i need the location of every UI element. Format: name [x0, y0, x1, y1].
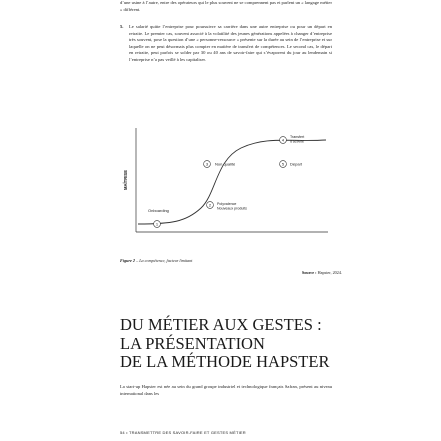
competence-diagram — [116, 120, 336, 240]
list-item-number: 5. — [120, 24, 124, 29]
heading-line-1: DU MÉTIER AUX GESTES : — [120, 315, 322, 334]
caption-label: Figure 2 — [120, 258, 136, 263]
heading-line-3: DE LA MÉTHODE HAPSTER — [120, 352, 330, 371]
stage-4-label-line2: d’activité — [290, 139, 304, 144]
section-heading — [120, 316, 360, 372]
source-label: Source : — [301, 270, 317, 275]
stage-1-label: Onboarding — [148, 208, 169, 213]
stage-5-number: 5 — [281, 161, 285, 167]
stage-2-label-line2: Nouveaux produits — [217, 206, 247, 211]
list-item-5 — [120, 24, 332, 64]
stage-1-number: 1 — [155, 221, 159, 227]
list-item-text: Le salarié quitte l’entreprise pour poursuivre sa carrière dans une autre entreprise ou pour un départ en retraite. Le premier cas, souvent associé à la volatilité des jeunes générations appelées à changer d’entreprise très souvent, pose la question d’une « personne-ressource » présente sur la durée au sein de l’entreprise et sur laquelle on ne peut désormais plus compter en matière de transfert de compétences. Le second cas, le départ en retraite, peut parfois se solder par 30 ou 40 ans de savoir-faire qui s’évaporent du jour au lendemain si l’entreprise n’a pas veillé à les capitaliser. — [129, 24, 332, 62]
stage-4-number: 4 — [281, 137, 285, 143]
caption-text: – La compétence, facteur limitant — [135, 258, 193, 263]
stage-4-label-line1: Transfert — [290, 135, 305, 139]
stage-2-number: 2 — [208, 202, 212, 208]
stage-5-label: Départ — [290, 161, 303, 167]
figure-caption — [120, 258, 192, 263]
y-axis-label: MAÎTRISE — [123, 169, 128, 191]
page-footer: 54 • TRANSMETTRE DES SAVOIR-FAIRE ET GESTES MÉTIER — [120, 430, 246, 435]
source-text: Hapster, 2024. — [316, 270, 342, 275]
figure-source — [272, 270, 342, 275]
body-paragraph: La start-up Hapster est née au sein du grand groupe industriel et technologique français Safran, présent au niveau international dans les — [120, 384, 332, 396]
heading-line-2: LA PRÉSENTATION — [120, 333, 265, 353]
stage-3-number: 3 — [205, 161, 209, 167]
stage-3-label: Non qualité — [215, 161, 236, 167]
stage-2-label-line1: Polyvalence — [217, 202, 237, 206]
competence-figure — [116, 120, 336, 240]
intro-paragraph: d’une usine à l’autre, entre des opérateurs qui le plus souvent ne se comprennent pas et parlent un « langage métier » différent. — [120, 0, 332, 12]
